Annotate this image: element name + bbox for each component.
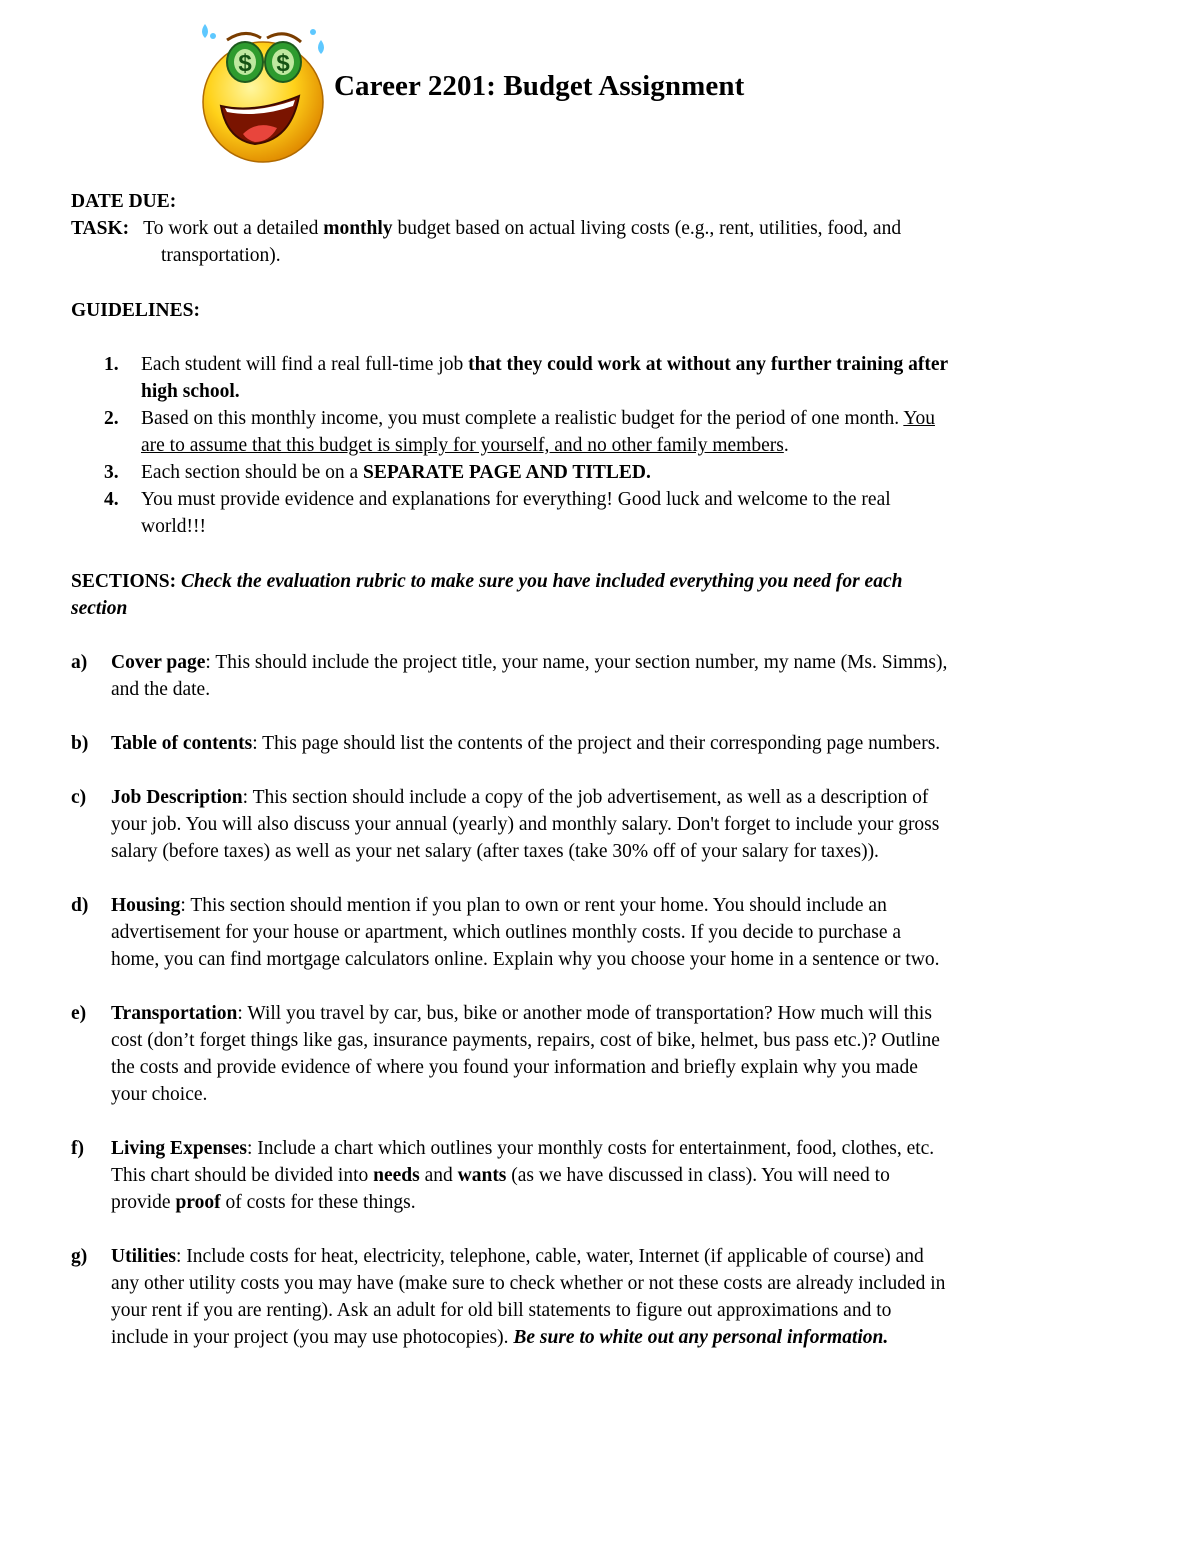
guideline-2-period: . <box>783 435 789 456</box>
sections-label: SECTIONS: <box>71 571 177 592</box>
section-title: Cover page <box>111 652 206 673</box>
section-text: : This should include the project title, your name, your section number, my name (Ms. Simms), <box>205 652 948 673</box>
section-transport-line-4: your choice. <box>111 1084 208 1105</box>
white-out-note: Be sure to white out any personal information. <box>513 1327 889 1348</box>
guideline-2-text: Based on this monthly income, you must complete a realistic budget for the period of one month. <box>141 408 904 429</box>
section-letter: g) <box>71 1246 88 1267</box>
section-title: Job Description <box>111 787 243 808</box>
task-text-a: To work out a detailed <box>143 218 324 239</box>
section-letter: d) <box>71 895 89 916</box>
proof-bold: proof <box>175 1192 221 1213</box>
sections-note-line-2: section <box>71 598 128 619</box>
section-text: include in your project (you may use photocopies). <box>111 1327 514 1348</box>
guideline-1-line-1 <box>141 351 948 378</box>
section-text: of costs for these things. <box>220 1192 416 1213</box>
section-title: Housing <box>111 895 181 916</box>
guideline-2-underlined: You <box>903 408 935 429</box>
section-text: and <box>419 1165 458 1186</box>
guideline-3-bold: SEPARATE PAGE AND TITLED. <box>363 462 651 483</box>
section-cover-page-line-2: and the date. <box>111 679 211 700</box>
section-text: provide <box>111 1192 176 1213</box>
date-due-label: DATE DUE: <box>71 191 177 212</box>
section-letter: c) <box>71 787 87 808</box>
section-text: : This section should include a copy of the job advertisement, as well as a description of <box>242 787 929 808</box>
wants-bold: wants <box>457 1165 507 1186</box>
sections-heading <box>71 568 902 595</box>
section-housing-line-3: home, you can find mortgage calculators online. Explain why you choose your home in a sentence or two. <box>111 949 940 970</box>
section-text: : Include costs for heat, electricity, telephone, cable, water, Internet (if applicable of course) and <box>175 1246 924 1267</box>
section-utilities-line-3: your rent if you are renting). Ask an adult for old bill statements to figure out approximations and to <box>111 1300 892 1321</box>
guidelines-heading: GUIDELINES: <box>71 300 200 321</box>
section-text: : This page should list the contents of the project and their corresponding page numbers. <box>252 733 941 754</box>
section-title: Living Expenses <box>111 1138 247 1159</box>
section-living-line-2 <box>111 1162 890 1189</box>
section-letter: a) <box>71 652 88 673</box>
section-housing-line-2: advertisement for your house or apartment, which outlines monthly costs. If you decide to purchase a <box>111 922 902 943</box>
section-text: This chart should be divided into <box>111 1165 374 1186</box>
svg-text:$: $ <box>238 50 252 77</box>
section-title: Utilities <box>111 1246 176 1267</box>
guideline-number: 2. <box>104 408 119 429</box>
guideline-2-line-2 <box>141 432 789 459</box>
sections-note: Check the evaluation rubric to make sure you have included everything you need for each <box>176 571 903 592</box>
guideline-1-bold: that they could work at without any further training after <box>468 354 949 375</box>
section-housing-line-1 <box>111 892 887 919</box>
task-line-2: transportation). <box>161 245 281 266</box>
guideline-2-underlined-2: are to assume that this budget is simply for yourself, and no other family members <box>141 435 784 456</box>
svg-text:$: $ <box>276 50 290 77</box>
section-job-line-1 <box>111 784 928 811</box>
task-text-bold: monthly <box>323 218 393 239</box>
section-cover-page-line-1 <box>111 649 947 676</box>
page-title: Career 2201: Budget Assignment <box>334 70 745 102</box>
task-line-1 <box>71 215 901 242</box>
section-job-line-2: your job. You will also discuss your annual (yearly) and monthly salary. Don't forget to include your gross <box>111 814 940 835</box>
section-toc-line-1 <box>111 730 940 757</box>
section-text: (as we have discussed in class). You will need to <box>506 1165 890 1186</box>
section-transport-line-3: the costs and provide evidence of where you found your information and briefly explain why you made <box>111 1057 918 1078</box>
section-living-line-3 <box>111 1189 416 1216</box>
section-job-line-3: salary (before taxes) as well as your net salary (after taxes (take 30% off of your salary for taxes)). <box>111 841 879 862</box>
guideline-2-line-1 <box>141 405 935 432</box>
section-living-line-1 <box>111 1135 934 1162</box>
section-utilities-line-4 <box>111 1324 888 1351</box>
section-letter: b) <box>71 733 89 754</box>
guideline-3-line-1 <box>141 459 651 486</box>
money-eyes-smiley-icon <box>193 14 333 164</box>
guideline-number: 3. <box>104 462 119 483</box>
guideline-3-text: Each section should be on a <box>141 462 364 483</box>
guideline-4-line-2: world!!! <box>141 516 206 537</box>
section-title: Table of contents <box>111 733 253 754</box>
guideline-number: 4. <box>104 489 119 510</box>
task-text-c: budget based on actual living costs (e.g., rent, utilities, food, and <box>392 218 902 239</box>
section-transport-line-1 <box>111 1000 932 1027</box>
section-transport-line-2: cost (don’t forget things like gas, insurance payments, repairs, cost of bike, helmet, bus pass etc.)? Outline <box>111 1030 940 1051</box>
guideline-1-text: Each student will find a real full-time job <box>141 354 469 375</box>
section-letter: e) <box>71 1003 87 1024</box>
section-text: : This section should mention if you plan to own or rent your home. You should include an <box>180 895 887 916</box>
section-text: : Include a chart which outlines your monthly costs for entertainment, food, clothes, etc. <box>247 1138 935 1159</box>
section-letter: f) <box>71 1138 84 1159</box>
section-text: : Will you travel by car, bus, bike or another mode of transportation? How much will this <box>237 1003 932 1024</box>
section-utilities-line-2: any other utility costs you may have (make sure to check whether or not these costs are already included in <box>111 1273 946 1294</box>
guideline-1-line-2: high school. <box>141 381 240 402</box>
guideline-4-line-1: You must provide evidence and explanations for everything! Good luck and welcome to the real <box>141 489 891 510</box>
task-label: TASK: <box>71 218 130 239</box>
guideline-number: 1. <box>104 354 119 375</box>
needs-bold: needs <box>373 1165 420 1186</box>
section-title: Transportation <box>111 1003 238 1024</box>
section-utilities-line-1 <box>111 1243 924 1270</box>
